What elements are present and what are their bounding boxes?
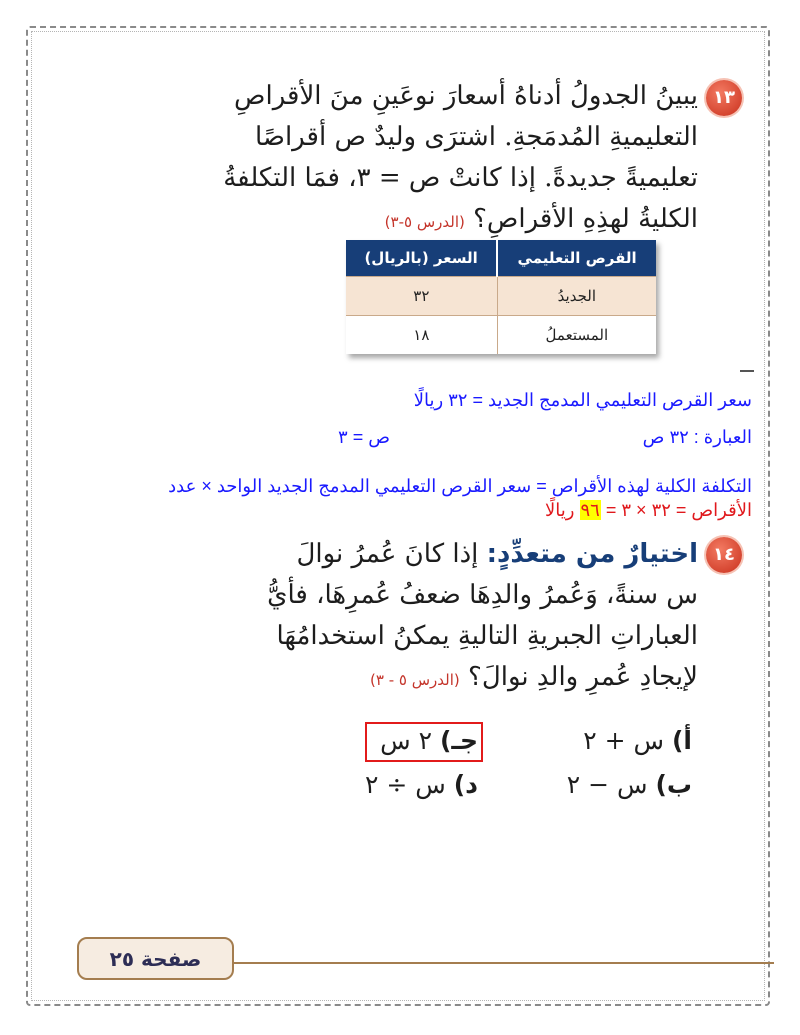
footer-line: [234, 962, 774, 964]
selected-answer-box: [365, 722, 483, 762]
table-cell: ١٨: [346, 316, 497, 355]
answer-13-line-2-label: العبارة : ٣٢ ص: [642, 427, 752, 447]
answer-13-line-1: سعر القرص التعليمي المدمج الجديد = ٣٢ ريالًا: [413, 390, 752, 410]
table-row: [346, 316, 656, 355]
table-cell: ٣٢: [346, 277, 497, 316]
question-13-line-1: يبينُ الجدولُ أدناهُ أسعارَ نوعَينِ منَ الأقراصِ: [234, 81, 698, 111]
question-13-badge: ١٣: [706, 80, 742, 116]
question-14-line-2: س سنةً، وَعُمرُ والدِهَا ضعفُ عُمرِهَا، فأيُّ: [267, 580, 698, 610]
answer-13-calc: الأقراص = ٣٢ × ٣ =: [605, 500, 752, 520]
question-13-lesson-ref: (الدرس ٥-٣): [384, 213, 465, 231]
question-13-line-3: تعليميةً جديدةً. إذا كانتْ ص = ٣، فمَا التكلفةُ: [223, 163, 698, 193]
answer-13-result: ٩٦: [580, 500, 600, 520]
question-13-line-4: الكليةُ لهذِهِ الأقراصِ؟ (الدرس ٥-٣): [384, 204, 698, 234]
table-cell: المستعملُ: [497, 316, 656, 355]
question-14-line-3: العباراتِ الجبريةِ التاليةِ يمكنُ استخدامُهَا: [276, 621, 698, 651]
question-13-text: [138, 76, 698, 243]
question-14-line-1: اختيارٌ من متعدِّدٍ: إذا كانَ عُمرُ نوالَ: [296, 539, 698, 569]
option-d[interactable]: د) س ÷ ٢: [364, 770, 478, 799]
question-14-lesson-ref: (الدرس ٥ - ٣): [370, 671, 460, 689]
table-header-price: السعر (بالريال): [346, 240, 497, 277]
question-13-line-2: التعليميةِ المُدمَجةِ. اشترَى وليدٌ ص أقراصًا: [254, 122, 698, 152]
option-b[interactable]: ب) س − ٢: [566, 770, 692, 799]
option-a[interactable]: أ) س + ٢: [583, 726, 692, 755]
answer-13-line-3: التكلفة الكلية لهذه الأقراص = سعر القرص التعليمي المدمج الجديد الواحد × عدد: [168, 476, 752, 496]
prices-table: [346, 240, 656, 354]
question-14-line-4: لإيجادِ عُمرِ والدِ نوالَ؟ (الدرس ٥ - ٣): [370, 662, 698, 692]
question-14-badge: ١٤: [706, 537, 742, 573]
table-header-disc: القرص التعليمي: [497, 240, 656, 277]
table-row: [346, 277, 656, 316]
answer-13-unit: ريالًا: [545, 500, 575, 520]
answer-13-line-4: [545, 500, 752, 521]
question-14-text: [138, 534, 698, 701]
option-c[interactable]: جـ) ٢ س: [380, 726, 478, 755]
divider: [740, 370, 754, 372]
table-cell: الجديدُ: [497, 277, 656, 316]
answer-13-line-2-value: ص = ٣: [338, 427, 390, 447]
page-number-tab: صفحة ٢٥: [77, 937, 234, 980]
question-14-title: اختيارٌ من متعدِّدٍ:: [486, 539, 698, 569]
